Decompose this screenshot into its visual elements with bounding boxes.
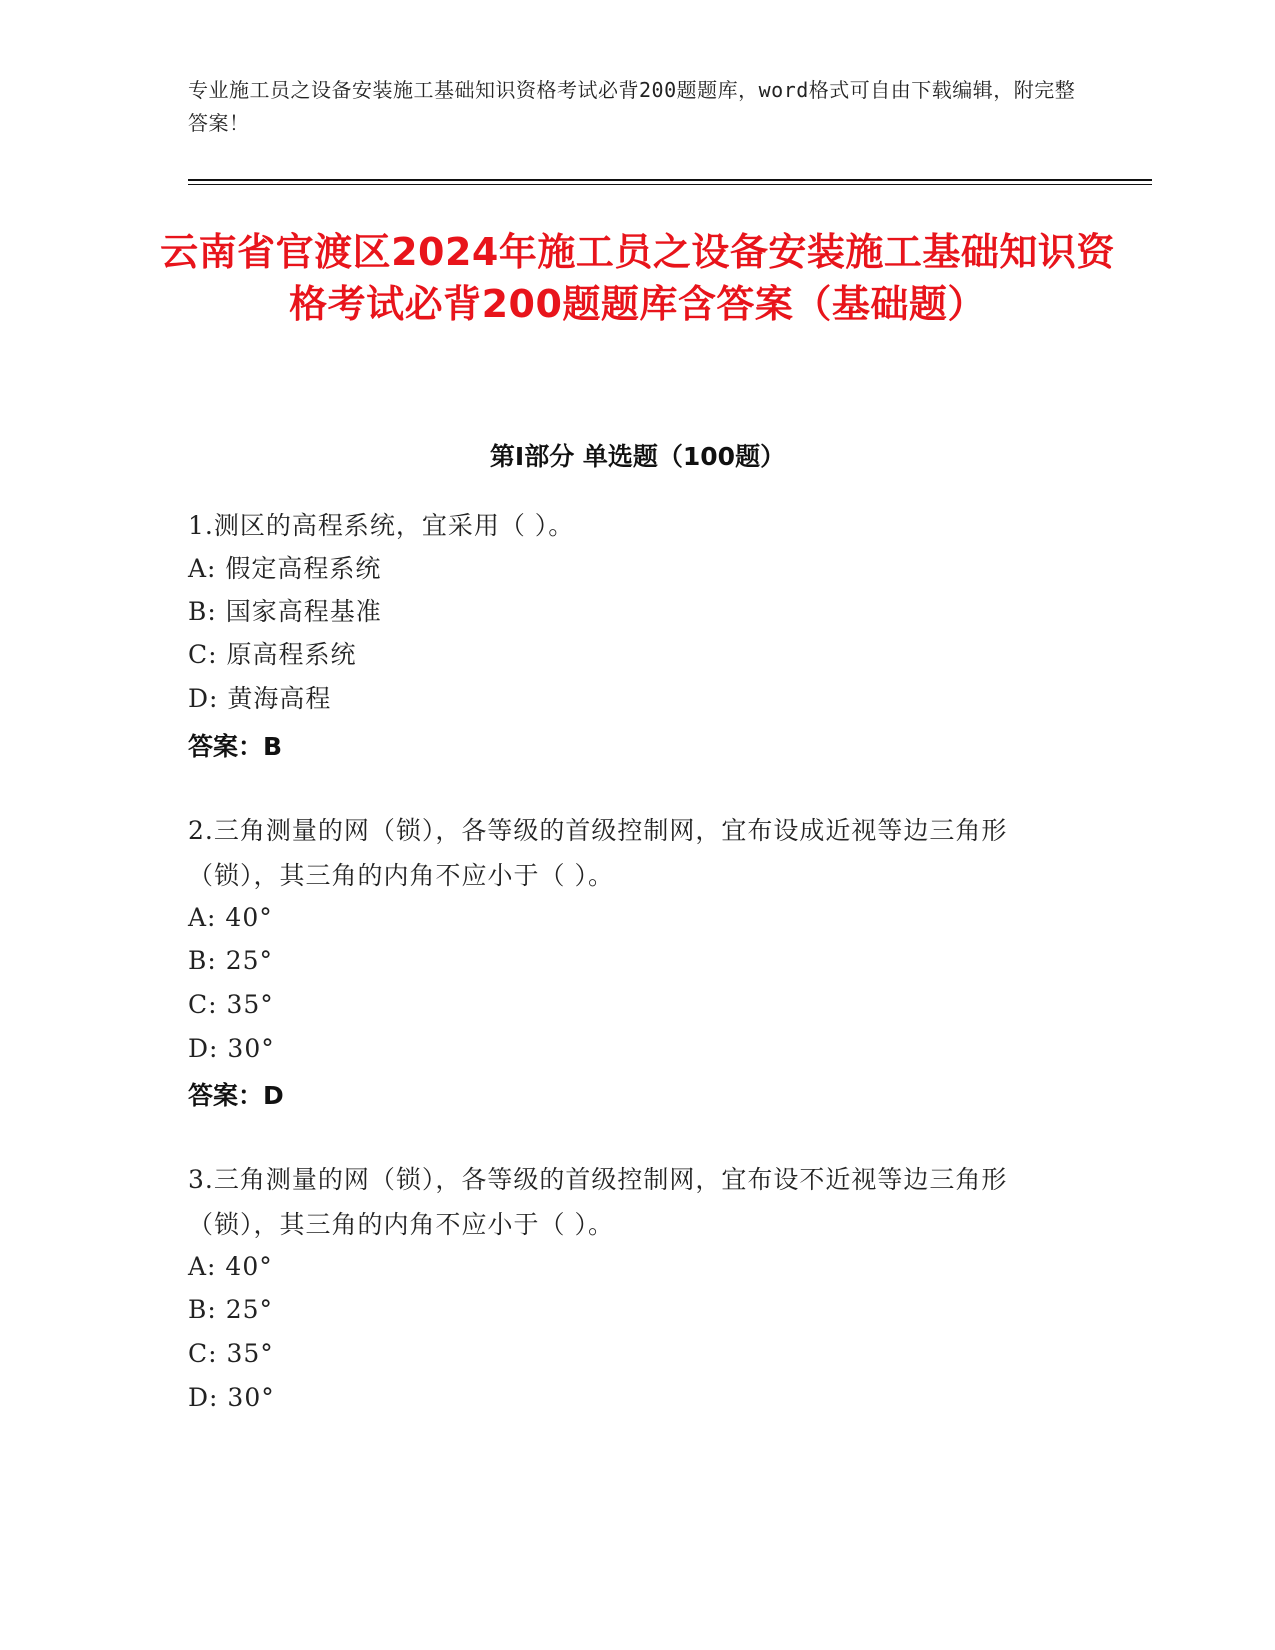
question-2-option-c: C: 35°	[188, 990, 274, 1019]
question-1-text: 1.测区的高程系统，宜采用（ ）。	[188, 511, 575, 540]
question-3-option-b: B: 25°	[188, 1295, 274, 1324]
question-3-option-c: C: 35°	[188, 1339, 274, 1368]
question-2-option-b: B: 25°	[188, 946, 274, 975]
question-2-option-a: A: 40°	[188, 903, 273, 932]
header-rule-thin	[188, 184, 1152, 185]
header-note: 专业施工员之设备安装施工基础知识资格考试必背200题题库，word格式可自由下载编辑，附完整答案！	[188, 78, 1076, 135]
question-1-option-c: C: 原高程系统	[188, 640, 357, 669]
question-1-option-a: A: 假定高程系统	[188, 554, 382, 583]
question-3-option-a: A: 40°	[188, 1252, 273, 1281]
question-1-option-b: B: 国家高程基准	[188, 597, 382, 626]
question-3-text: 3.三角测量的网（锁），各等级的首级控制网，宜布设不近视等边三角形（锁），其三角的内角不应小于（ ）。	[188, 1165, 1008, 1239]
question-1-option-d: D: 黄海高程	[188, 684, 332, 713]
question-1-answer: 答案：B	[188, 732, 283, 761]
document-title: 云南省官渡区2024年施工员之设备安装施工基础知识资格考试必背200题题库含答案（基础题）	[160, 230, 1115, 326]
question-2-answer: 答案：D	[188, 1081, 284, 1110]
question-3-option-d: D: 30°	[188, 1383, 275, 1412]
header-rule-thick	[188, 179, 1152, 181]
question-2-option-d: D: 30°	[188, 1034, 275, 1063]
section-title: 第Ⅰ部分 单选题（100题）	[489, 442, 786, 471]
question-2-text: 2.三角测量的网（锁），各等级的首级控制网，宜布设成近视等边三角形（锁），其三角的内角不应小于（ ）。	[188, 816, 1008, 890]
